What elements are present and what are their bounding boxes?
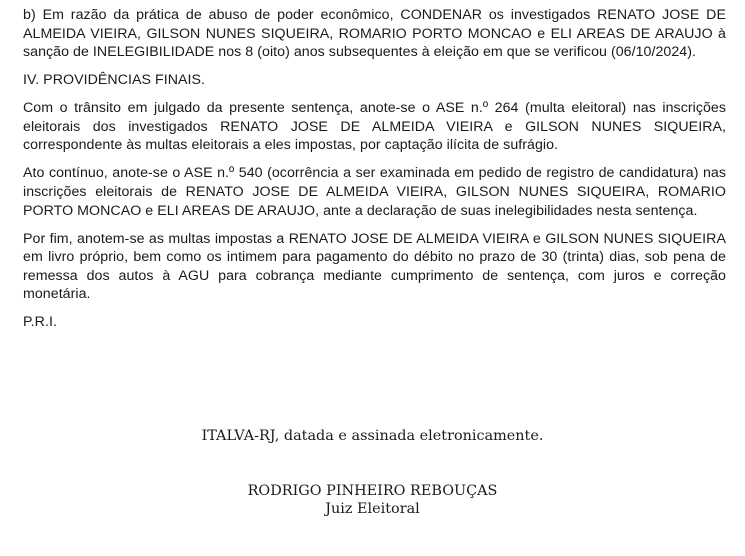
place-and-date-line: ITALVA-RJ, datada e assinada eletronicamente.: [201, 428, 544, 444]
paragraph-sanction: b) Em razão da prática de abuso de poder econômico, CONDENAR os investigados RENATO JOSE DE ALMEIDA VIEIRA, GILSON NUNES SIQUEIRA, ROMARIO PORTO MONCAO e ELI AREAS DE ARAUJO à sanção de INELEGIBILIDADE nos 8 (oito) anos subsequentes à eleição em que se verificou (06/10/2024).: [23, 7, 726, 61]
paragraph-fines: Por fim, anotem-se as multas impostas a RENATO JOSE DE ALMEIDA VIEIRA e GILSON NUNES SIQUEIRA em livro próprio, bem como os intimem para pagamento do débito no prazo de 30 (trinta) dias, sob pena de remessa dos autos à AGU para cobrança mediante cumprimento de sentença, com juros e correção monetária.: [23, 230, 726, 303]
signatory-name: RODRIGO PINHEIRO REBOUÇAS: [247, 483, 498, 499]
paragraph-ase-264: Com o trânsito em julgado da presente sentença, anote-se o ASE n.º 264 (multa eleitoral) nas inscrições eleitorais dos investigados RENATO JOSE DE ALMEIDA VIEIRA e GILSON NUNES SIQUEIRA, correspondente às multas eleitorais a eles impostas, por captação ilícita de sufrágio.: [23, 100, 726, 154]
paragraph-ase-540: Ato contínuo, anote-se o ASE n.º 540 (ocorrência a ser examinada em pedido de registro de candidatura) nas inscrições eleitorais de RENATO JOSE DE ALMEIDA VIEIRA, GILSON NUNES SIQUEIRA, ROMARIO PORTO MONCAO e ELI AREAS DE ARAUJO, ante a declaração de suas inelegibilidades nesta sentença.: [23, 165, 726, 219]
paragraph-pri: P.R.I.: [23, 314, 57, 331]
section-heading-final-provisions: IV. PROVIDÊNCIAS FINAIS.: [23, 72, 206, 89]
document-body: [23, 6, 726, 341]
signatory-role: Juiz Eleitoral: [325, 501, 420, 517]
